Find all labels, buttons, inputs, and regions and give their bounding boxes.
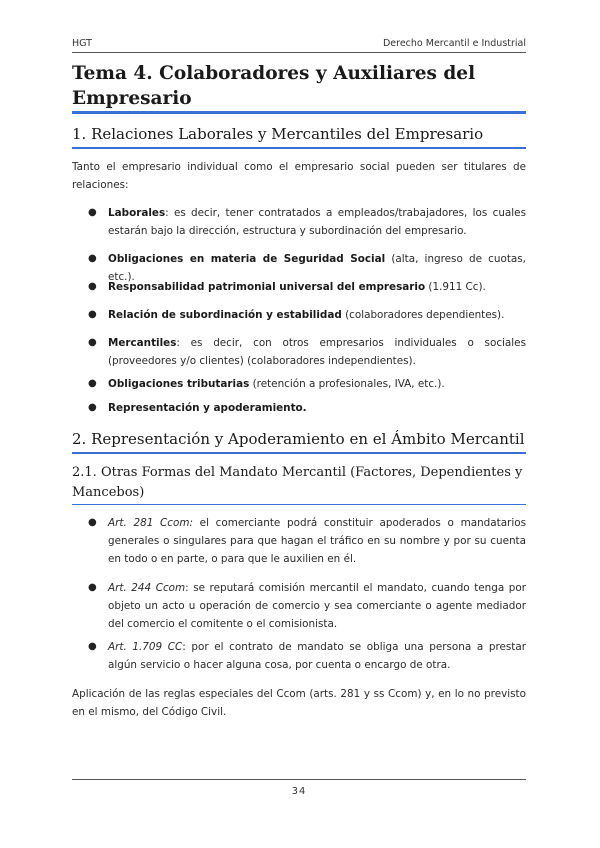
list-item	[88, 204, 526, 240]
section-1-intro: Tanto el empresario individual como el empresario social pueden ser titulares de relaciones:	[72, 161, 526, 191]
list-item-desc: (alta, ingreso de cuotas, etc.).	[108, 253, 526, 283]
bullet-icon: ●	[88, 253, 97, 264]
header-author: HGT	[72, 38, 92, 49]
list-item-article: Art. 244 Ccom	[108, 582, 186, 594]
bullet-icon: ●	[88, 402, 97, 413]
bullet-icon: ●	[88, 517, 97, 528]
header-divider	[72, 52, 526, 53]
bullet-icon: ●	[88, 378, 97, 389]
section-2-1-underline	[72, 504, 526, 505]
footer-divider	[72, 779, 526, 780]
list-item-term: Obligaciones tributarias	[108, 378, 250, 390]
list-item-term: Representación y apoderamiento.	[108, 402, 307, 414]
list-item-term: Mercantiles	[108, 337, 177, 349]
section-2-heading: 2. Representación y Apoderamiento en el Ámbito Mercantil	[72, 430, 525, 448]
bullet-icon: ●	[88, 309, 97, 320]
list-item-term: Obligaciones en materia de Seguridad Social	[108, 253, 386, 265]
list-item-article: Art. 1.709 CC	[108, 641, 183, 653]
list-item-desc: : se reputará comisión mercantil el mandato, cuando tenga por objeto un acto u operación de comercio y sea comerciante o agente mediador del comercio el comitente o el comisionista.	[108, 582, 526, 630]
list-item-term: Laborales	[108, 207, 166, 219]
section-2-1-heading: 2.1. Otras Formas del Mandato Mercantil (Factores, Dependientes y Mancebos)	[72, 465, 523, 500]
list-item-desc: el comerciante podrá constituir apoderados o mandatarios generales o singulares para que hagan el tráfico en su nombre y por su cuenta en todo o en parte, o para que le auxilien en él.	[108, 517, 526, 565]
bullet-icon: ●	[88, 337, 97, 348]
section-2-underline	[72, 452, 526, 454]
list-item	[88, 278, 526, 296]
bullet-icon: ●	[88, 281, 97, 292]
bullet-icon: ●	[88, 207, 97, 218]
list-item-desc: : es decir, con otros empresarios individuales o sociales (proveedores y/o clientes) (colaboradores independientes).	[108, 337, 526, 367]
list-item-term: Responsabilidad patrimonial universal del empresario	[108, 281, 426, 293]
list-item	[88, 638, 526, 674]
list-item-desc: (colaboradores dependientes).	[341, 309, 505, 321]
list-item	[88, 399, 526, 417]
running-header	[72, 38, 526, 50]
bullet-icon: ●	[88, 641, 97, 652]
list-item-desc: : es decir, tener contratados a empleados/trabajadores, los cuales estarán bajo la dirección, estructura y subordinación del empresario.	[108, 207, 526, 237]
closing-paragraph: Aplicación de las reglas especiales del Ccom (arts. 281 y ss Ccom) y, en lo no previsto en el mismo, del Código Civil.	[72, 688, 526, 718]
list-item	[88, 579, 526, 633]
section-1-heading: 1. Relaciones Laborales y Mercantiles del Empresario	[72, 125, 484, 143]
list-item	[88, 514, 526, 568]
list-item	[88, 334, 526, 370]
header-subject: Derecho Mercantil e Industrial	[382, 38, 526, 49]
bullet-icon: ●	[88, 582, 97, 593]
list-item-desc: (retención a profesionales, IVA, etc.).	[249, 378, 445, 390]
list-item-desc: : por el contrato de mandato se obliga una persona a prestar algún servicio o hacer alguna cosa, por cuenta o encargo de otra.	[108, 641, 527, 671]
title-underline	[72, 111, 526, 114]
page-number: 34	[291, 786, 307, 797]
list-item-article: Art. 281 Ccom:	[108, 517, 193, 529]
list-item-term: Relación de subordinación y estabilidad	[108, 309, 342, 321]
list-item-desc: (1.911 Cc).	[425, 281, 486, 293]
page-title: Tema 4. Colaboradores y Auxiliares del Empresario	[72, 63, 476, 109]
list-item	[88, 306, 526, 324]
list-item	[88, 375, 526, 393]
section-1-underline	[72, 147, 526, 149]
